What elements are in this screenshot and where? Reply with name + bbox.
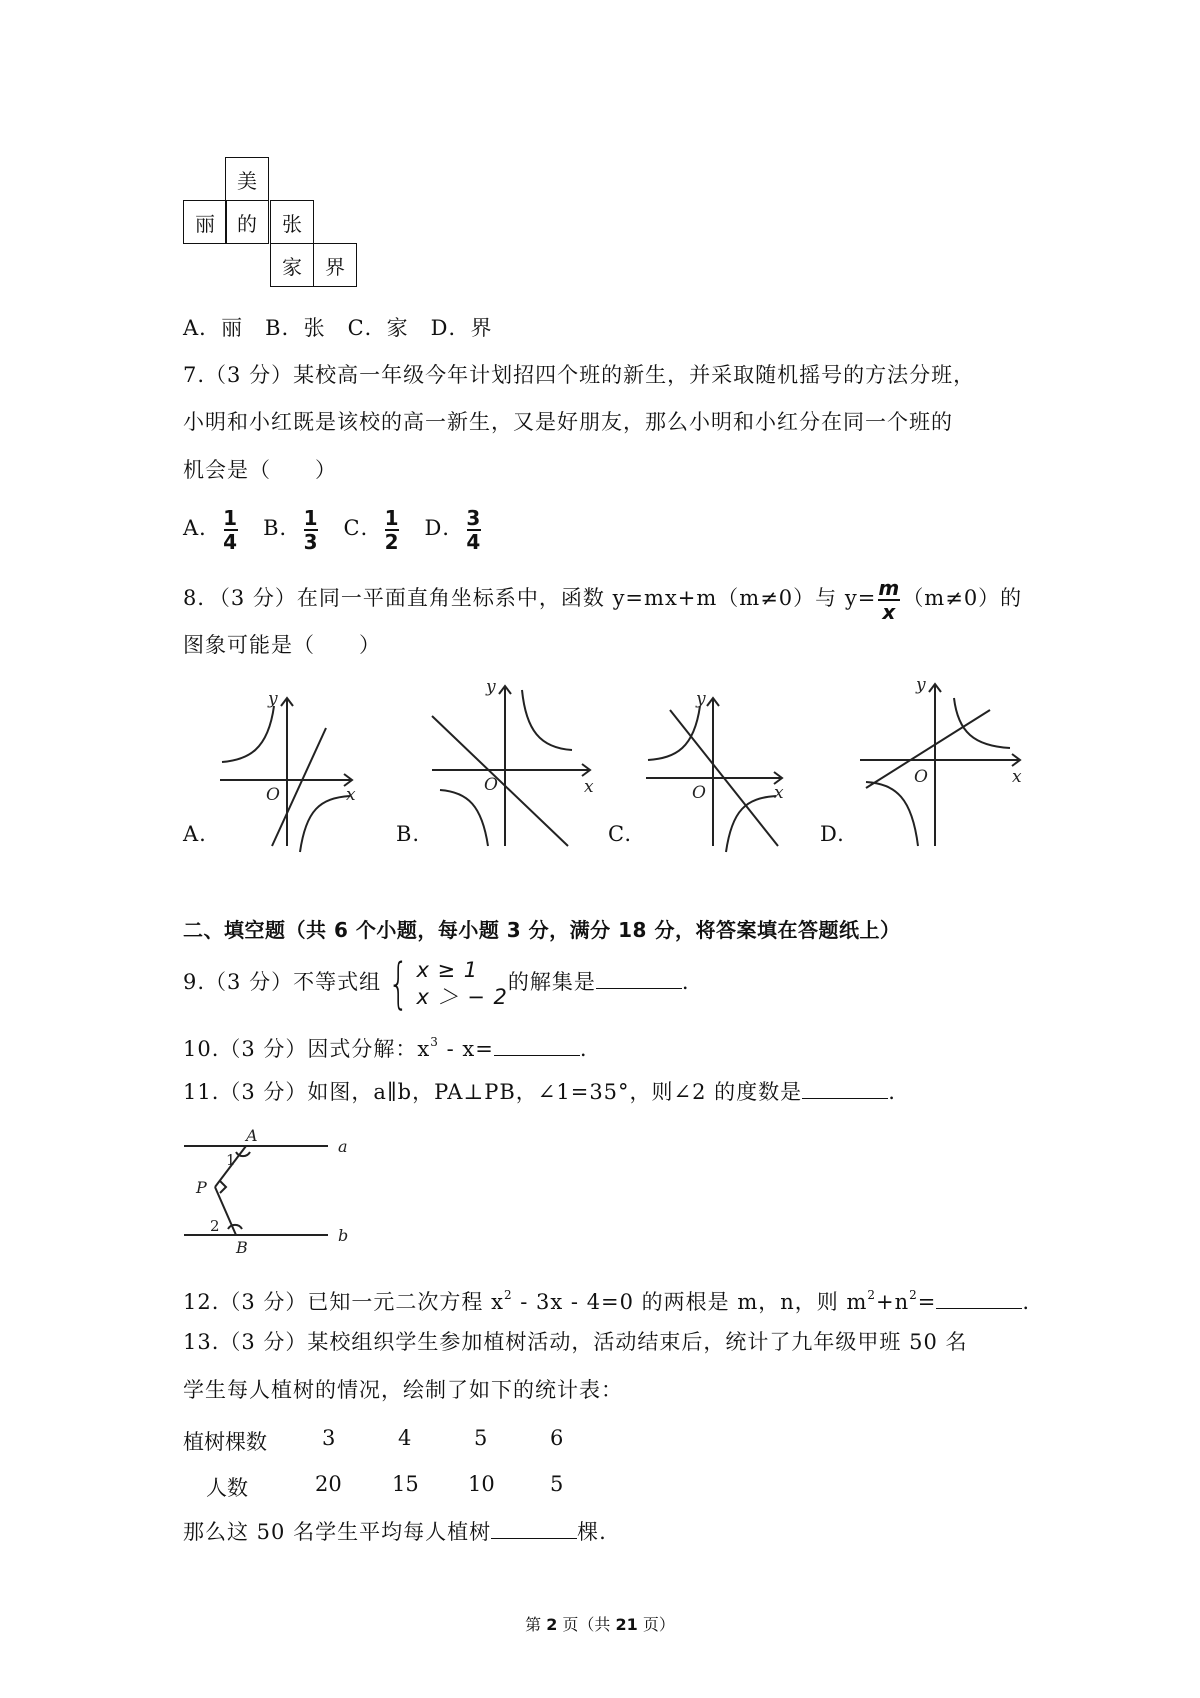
net-cell-2 — [225, 200, 269, 244]
graph-b — [432, 677, 594, 846]
q10-prefix: 10.（3 分）因式分解：x — [183, 1037, 431, 1061]
q7-option-c-label: C． — [343, 516, 383, 540]
page-footer — [0, 1612, 1200, 1635]
net-cell-text: 界 — [325, 254, 345, 279]
fraction-den: 3 — [303, 529, 319, 554]
graph-c — [646, 689, 784, 852]
q10-sup: 3 — [430, 1035, 439, 1049]
label-a-point: A — [246, 1126, 258, 1145]
footer-mid: 页（共 — [562, 1615, 611, 1634]
net-cell-4 — [270, 243, 314, 287]
q9-suffix: 的解集是 — [507, 970, 596, 994]
fraction-num: 3 — [466, 505, 482, 530]
fraction-num: 1 — [303, 505, 319, 530]
q10-end: . — [579, 1037, 588, 1061]
graph-label-a: A. — [183, 822, 207, 846]
net-cell-1 — [183, 200, 227, 244]
q8-line1 — [183, 570, 1022, 626]
graph-c-y-label: y — [696, 689, 706, 709]
q13-line3 — [183, 1520, 607, 1544]
fraction-a — [223, 507, 238, 553]
q8-fraction — [878, 577, 900, 623]
label-b-point: B — [236, 1238, 248, 1257]
q9-end: . — [681, 970, 690, 994]
label-angle-2: 2 — [210, 1217, 220, 1235]
graph-a-y-label: y — [268, 689, 278, 709]
fraction-den: 2 — [384, 529, 400, 554]
net-cell-text: 美 — [237, 168, 257, 193]
graph-label-b: B. — [396, 822, 421, 846]
q13-line1: 13.（3 分）某校组织学生参加植树活动，活动结束后，统计了九年级甲班 50 名 — [183, 1330, 968, 1354]
label-line-b: b — [338, 1226, 349, 1245]
footer-post: 页） — [642, 1615, 675, 1634]
graph-b-origin: O — [484, 775, 498, 795]
fraction-den: 4 — [223, 529, 239, 554]
q9-prefix: 9.（3 分）不等式组 — [183, 970, 382, 994]
q7-line1: 7.（3 分）某校高一年级今年计划招四个班的新生，并采取随机摇号的方法分班， — [183, 363, 976, 387]
q13-line2: 学生每人植树的情况，绘制了如下的统计表： — [183, 1378, 623, 1402]
q9-system — [381, 951, 508, 1015]
q8-suffix: （m≠0）的 — [902, 586, 1023, 610]
answer-blank[interactable] — [936, 1290, 1022, 1309]
graph-d — [860, 675, 1022, 846]
table-cell: 10 — [468, 1472, 495, 1496]
q11-text: 11.（3 分）如图，a∥b，PA⊥PB，∠1=35°，则∠2 的度数是 — [183, 1080, 803, 1104]
table-cell: 3 — [322, 1426, 336, 1450]
footer-page-number: 2 — [546, 1615, 558, 1634]
table-cell: 5 — [550, 1472, 564, 1496]
table-row1-label: 植树棵数 — [183, 1430, 267, 1454]
footer-pre: 第 — [525, 1615, 542, 1634]
q6-options: A．丽 B．张 C．家 D．界 — [183, 316, 493, 340]
q12-mid2: +n — [876, 1290, 910, 1314]
graph-a-origin: O — [266, 785, 280, 805]
q12-mid: - 3x - 4=0 的两根是 m，n，则 m — [512, 1290, 868, 1314]
fraction-den: x — [882, 599, 897, 624]
fraction-d — [466, 507, 481, 553]
graph-c-x-label: x — [774, 783, 784, 803]
fraction-b — [304, 507, 319, 553]
q12-prefix: 12.（3 分）已知一元二次方程 x — [183, 1290, 504, 1314]
answer-blank[interactable] — [494, 1037, 580, 1056]
net-cell-3 — [270, 200, 314, 244]
answer-blank[interactable] — [491, 1520, 577, 1539]
net-cell-text: 丽 — [195, 211, 215, 236]
net-cell-text: 家 — [282, 254, 302, 279]
section2-title: 二、填空题（共 6 个小题，每小题 3 分，满分 18 分，将答案填在答题纸上） — [183, 918, 901, 942]
graph-label-d: D. — [820, 822, 845, 846]
table-cell: 6 — [550, 1426, 564, 1450]
graph-a — [220, 689, 356, 852]
label-angle-1: 1 — [226, 1151, 236, 1169]
q12-line — [183, 1283, 1030, 1314]
q9-ineq1: x ≥ 1 — [416, 957, 479, 982]
graph-b-x-label: x — [584, 777, 594, 797]
q9-ineq2: x ＞ − 2 — [416, 984, 508, 1009]
q11-line — [183, 1080, 896, 1104]
graph-d-x-label: x — [1012, 767, 1022, 787]
label-line-a: a — [338, 1137, 348, 1156]
q8-graphs — [0, 670, 1200, 860]
fraction-num: 1 — [384, 505, 400, 530]
table-cell: 4 — [398, 1426, 412, 1450]
table-cell: 15 — [392, 1472, 419, 1496]
fraction-num: 1 — [223, 505, 239, 530]
table-cell: 5 — [474, 1426, 488, 1450]
q7-line2: 小明和小红既是该校的高一新生，又是好朋友，那么小明和小红分在同一个班的 — [183, 410, 953, 434]
q12-eq: = — [917, 1290, 937, 1314]
fraction-den: 4 — [466, 529, 482, 554]
footer-total-pages: 21 — [615, 1615, 638, 1634]
fraction-c — [385, 507, 400, 553]
brace-icon: { — [388, 951, 410, 1015]
q10-line — [183, 1030, 588, 1061]
table-cell: 20 — [315, 1472, 342, 1496]
net-cell-5 — [313, 243, 357, 287]
answer-blank[interactable] — [596, 970, 682, 989]
net-cell-text: 张 — [282, 211, 302, 236]
q9-line — [183, 951, 690, 1015]
q7-option-a-label: A． — [183, 516, 222, 540]
q11-figure — [180, 1125, 360, 1257]
graph-a-x-label: x — [346, 785, 356, 805]
q10-mid: - x= — [438, 1037, 494, 1061]
net-cell-text: 的 — [237, 211, 257, 236]
q12-sup: 2 — [909, 1288, 918, 1302]
q7-options — [183, 500, 483, 556]
q8-line2: 图象可能是（ ） — [183, 633, 381, 657]
q7-option-b-label: B． — [263, 516, 302, 540]
q13-line3-prefix: 那么这 50 名学生平均每人植树 — [183, 1520, 492, 1544]
q12-sup: 2 — [867, 1288, 877, 1302]
net-cell-top — [225, 157, 269, 201]
q7-line3: 机会是（ ） — [183, 458, 337, 482]
label-p-point: P — [196, 1178, 207, 1197]
q11-end: . — [888, 1080, 896, 1104]
graph-c-origin: O — [692, 783, 706, 803]
q12-sup: 2 — [503, 1288, 513, 1302]
q7-option-d-label: D． — [424, 516, 465, 540]
q8-prefix: 8．（3 分）在同一平面直角坐标系中，函数 y=mx+m（m≠0）与 y= — [183, 586, 877, 610]
q13-line3-suffix: 棵. — [577, 1520, 607, 1544]
fraction-num: m — [878, 575, 901, 600]
table-row2-label: 人数 — [206, 1476, 248, 1500]
graph-d-y-label: y — [916, 675, 926, 695]
answer-blank[interactable] — [802, 1080, 888, 1099]
q12-end: . — [1022, 1290, 1031, 1314]
graph-d-origin: O — [914, 767, 928, 787]
graph-b-y-label: y — [486, 677, 496, 697]
graph-label-c: C. — [608, 822, 632, 846]
